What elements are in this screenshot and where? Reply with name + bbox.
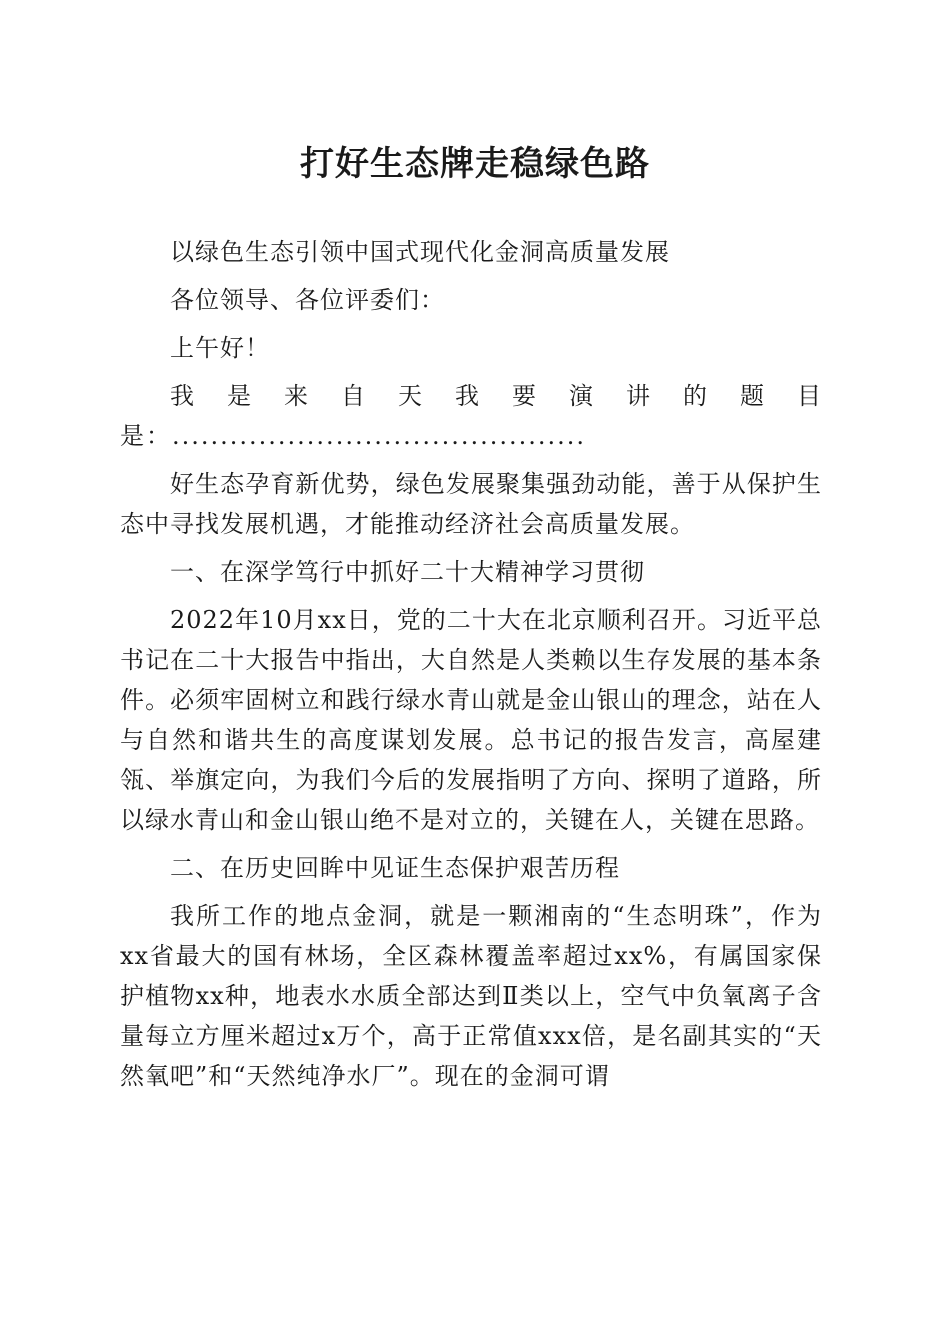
paragraph-2: 2022年10月xx日，党的二十大在北京顺利召开。习近平总书记在二十大报告中指出，大自然是人类赖以生存发展的基本条件。必须牢固树立和践行绿水青山就是金山银山的理念，站在人与自然和谐共生的高度谋划发展。总书记的报告发言，高屋建瓴、举旗定向，为我们今后的发展指明了方向、探明了道路，所以绿水青山和金山银山绝不是对立的，关键在人，关键在思路。 (120, 606, 822, 834)
intro-char: 要 (512, 382, 537, 410)
intro-char: 讲 (626, 382, 651, 410)
subtitle-line: 以绿色生态引领中国式现代化金洞高质量发展 (170, 238, 670, 266)
intro-char: 天 (398, 382, 423, 410)
section-heading-1: 一、在深学笃行中抓好二十大精神学习贯彻 (170, 558, 645, 586)
intro-char: 演 (569, 382, 594, 410)
section-heading-2: 二、在历史回眸中见证生态保护艰苦历程 (170, 854, 620, 882)
intro-char: 我 (455, 382, 480, 410)
intro-char: 的 (683, 382, 708, 410)
greeting-line: 上午好！ (170, 334, 270, 362)
intro-char: 来 (284, 382, 309, 410)
intro-char: 题 (740, 382, 765, 410)
salutation-line: 各位领导、各位评委们： (170, 286, 445, 314)
intro-tail-line: 是：........................................... (120, 422, 587, 450)
intro-char: 我 (170, 382, 195, 410)
document-title: 打好生态牌走稳绿色路 (300, 144, 650, 184)
intro-line (120, 376, 822, 416)
intro-char: 是 (227, 382, 252, 410)
intro-char: 自 (341, 382, 366, 410)
paragraph-3: 我所工作的地点金洞，就是一颗湘南的“生态明珠”，作为xx省最大的国有林场，全区森林覆盖率超过xx%，有属国家保护植物xx种，地表水水质全部达到Ⅱ类以上，空气中负氧离子含量每立方厘米超过x万个，高于正常值xxx倍，是名副其实的“天然氧吧”和“天然纯净水厂”。现在的金洞可谓 (120, 902, 822, 1090)
document-body (120, 232, 822, 1096)
intro-char: 目 (797, 382, 822, 410)
paragraph-1: 好生态孕育新优势，绿色发展聚集强劲动能，善于从保护生态中寻找发展机遇，才能推动经济社会高质量发展。 (120, 470, 822, 538)
